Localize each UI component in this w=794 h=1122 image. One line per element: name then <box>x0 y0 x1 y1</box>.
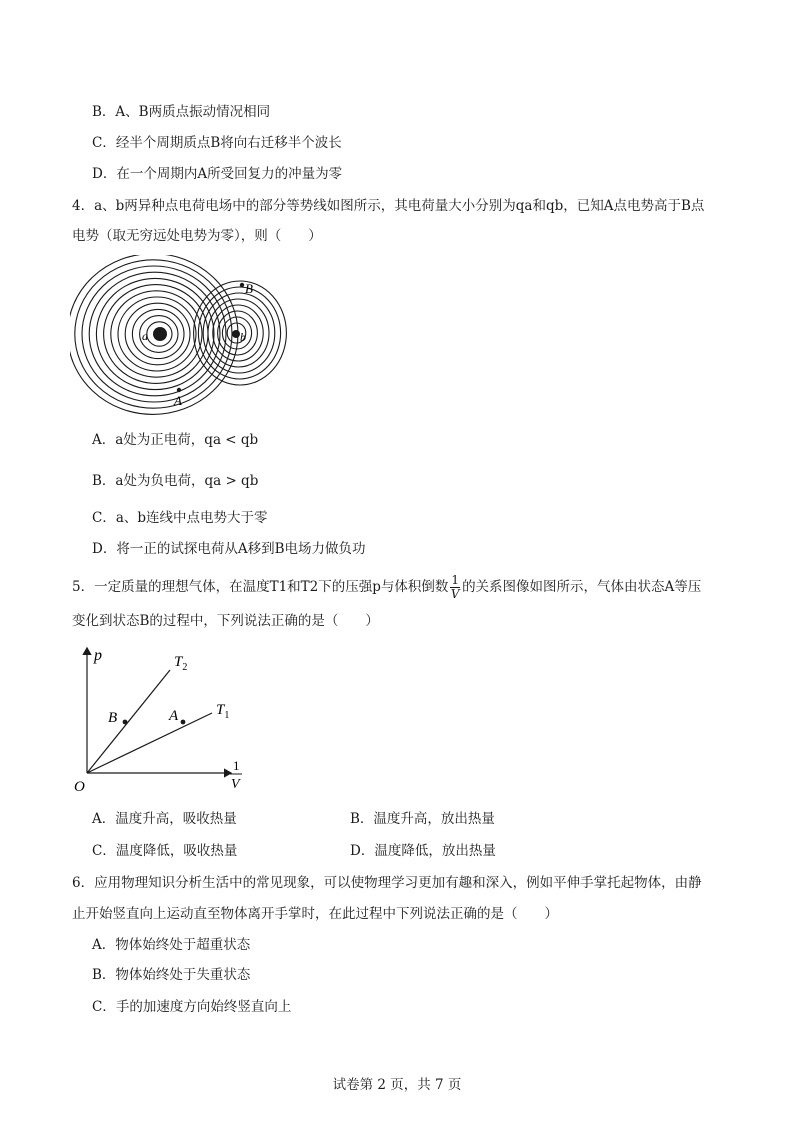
label-b: b <box>240 330 246 344</box>
q4-option-c: C．a、b连线中点电势大于零 <box>92 510 268 526</box>
label-state-a: A <box>169 708 179 724</box>
label-a: a <box>142 329 148 343</box>
q4-stem-line2: 电势（取无穷远处电势为零），则（ ） <box>72 228 322 244</box>
state-b-dot <box>123 720 128 725</box>
q5-stem-line2: 变化到状态B的过程中，下列说法正确的是（ ） <box>72 613 379 629</box>
label-x-den: V <box>231 777 240 792</box>
label-t1: $T_1$ <box>216 702 230 721</box>
point-b-dot <box>240 283 244 287</box>
label-x-num: 1 <box>233 758 240 773</box>
q6-stem-line2: 止开始竖直向上运动直至物体离开手掌时，在此过程中下列说法正确的是（ ） <box>72 906 558 922</box>
q5-stem-post: 的关系图像如图所示，气体由状态A等压 <box>462 579 702 595</box>
label-point-B: B <box>245 281 253 296</box>
q5-inline-fraction <box>450 574 460 601</box>
label-t2: $T_2$ <box>174 654 188 673</box>
charge-a <box>153 327 167 341</box>
label-p: p <box>94 647 102 664</box>
q5-stem-pre: 5．一定质量的理想气体，在温度T1和T2下的压强p与体积倒数 <box>72 579 449 595</box>
q5-option-d: D．温度降低，放出热量 <box>350 843 496 859</box>
label-state-b: B <box>108 710 118 726</box>
q5-frac-den: V <box>450 587 460 601</box>
page-footer: 试卷第 2 页，共 7 页 <box>332 1077 462 1093</box>
pressure-graph <box>66 640 266 795</box>
charge-b <box>232 330 240 338</box>
q4-stem-line1: 4．a、b两异种点电荷电场中的部分等势线如图所示，其电荷量大小分别为qa和qb，已知A点电势高于B点 <box>72 198 705 214</box>
isotherm-t2 <box>87 670 170 773</box>
q3-option-c: C．经半个周期质点B将向右迁移半个波长 <box>92 135 342 151</box>
q3-option-d: D．在一个周期内A所受回复力的冲量为零 <box>92 166 343 182</box>
q4-option-a: A．a处为正电荷，qa < qb <box>92 432 259 448</box>
q6-option-c: C．手的加速度方向始终竖直向上 <box>92 999 292 1015</box>
state-a-dot <box>181 720 186 725</box>
q4-option-b: B．a处为负电荷，qa > qb <box>92 473 259 489</box>
q6-stem-line1: 6．应用物理知识分析生活中的常见现象，可以使物理学习更加有趣和深入，例如平伸手掌托起物体，由静 <box>72 875 702 891</box>
q4-option-d: D．将一正的试探电荷从A移到B电场力做负功 <box>92 541 366 557</box>
label-point-A: A <box>174 393 182 408</box>
q5-option-a: A．温度升高，吸收热量 <box>92 811 237 827</box>
point-a-dot <box>177 388 181 392</box>
label-origin: O <box>74 779 85 795</box>
q5-option-c: C．温度降低，吸收热量 <box>92 843 238 859</box>
q6-option-b: B．物体始终处于失重状态 <box>92 967 251 983</box>
q5-stem-line1 <box>72 574 701 601</box>
q5-option-b: B．温度升高，放出热量 <box>350 811 495 827</box>
q6-option-a: A．物体始终处于超重状态 <box>92 937 251 953</box>
equipotential-figure <box>70 255 310 415</box>
q3-option-b: B．A、B两质点振动情况相同 <box>92 104 271 120</box>
q5-frac-num: 1 <box>451 573 460 587</box>
isotherm-t1 <box>87 713 212 773</box>
